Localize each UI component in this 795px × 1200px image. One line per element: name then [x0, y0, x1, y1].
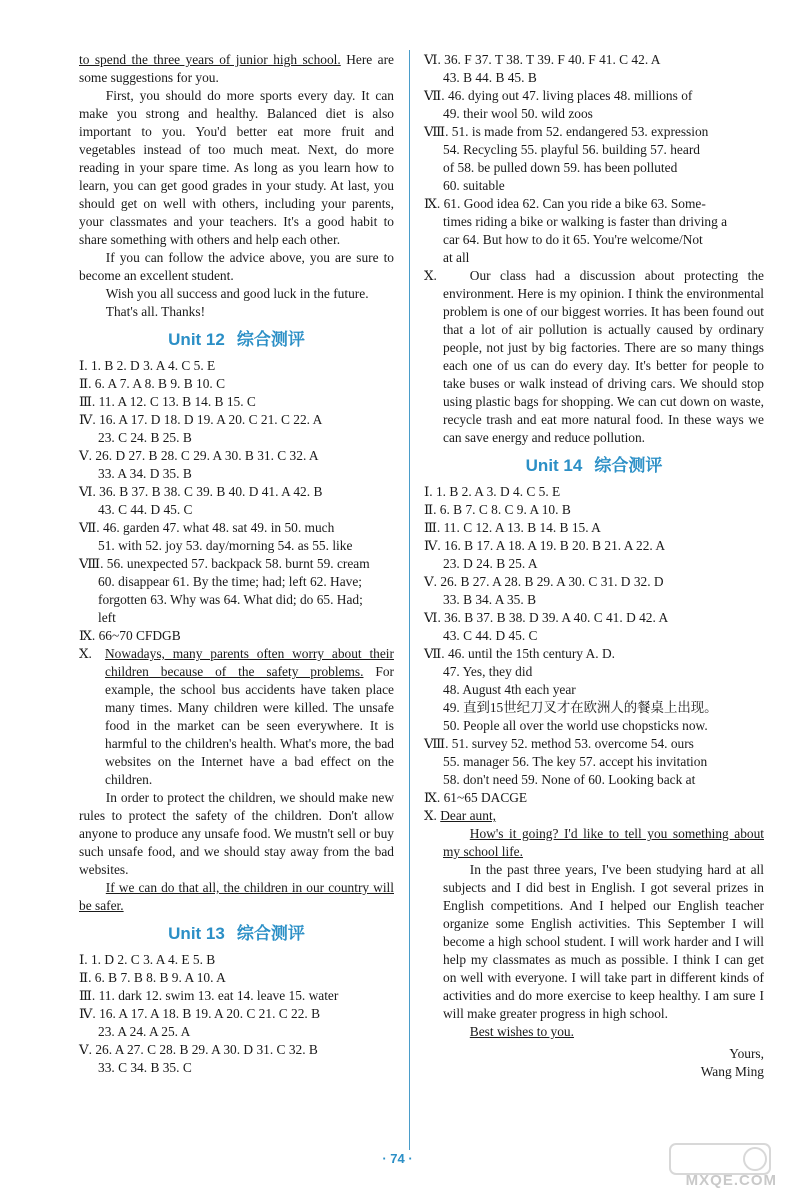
answer-row: Ⅸ. 61~65 DACGE — [424, 790, 528, 805]
answer-row: Ⅶ. 46. garden 47. what 48. sat 49. in 50. much — [79, 520, 335, 535]
answer-row: 23. C 24. B 25. B — [98, 430, 192, 445]
letter-closing: Best wishes to you. — [469, 1024, 574, 1039]
unit14-letter — [424, 807, 764, 1081]
answer-row: Ⅵ. 36. B 37. B 38. D 39. A 40. C 41. D 42. A — [424, 610, 669, 625]
answer-row: 55. manager 56. The key 57. accept his invitation — [443, 754, 708, 769]
answer-row: left — [98, 610, 116, 625]
answer-row: 43. B 44. B 45. B — [443, 70, 537, 85]
answer-row: Ⅷ. 51. is made from 52. endangered 53. expression — [424, 124, 709, 139]
answer-row: Ⅳ. 16. A 17. D 18. D 19. A 20. C 21. C 22. A — [79, 412, 323, 427]
answer-row: Ⅴ. 26. D 27. B 28. C 29. A 30. B 31. C 32. A — [79, 448, 319, 463]
essay-paragraph: Nowadays, many parents often worry about their children because of the safety problems. For example, the school bus accidents have taken place many times. Many children were killed. The unsafe food in the market can be seen everywhere. It is harmful to the children's health. What's more, the bad websites on the Internet have a bad effect on the children. — [105, 646, 394, 787]
closing-line: That's all. Thanks! — [105, 304, 206, 319]
answer-row: Ⅶ. 46. dying out 47. living places 48. millions of — [424, 88, 693, 103]
answer-row: Ⅲ. 11. A 12. C 13. B 14. B 15. C — [79, 394, 256, 409]
answer-row: Ⅷ. 51. survey 52. method 53. overcome 54. ours — [424, 736, 694, 751]
answer-row: Ⅳ. 16. B 17. A 18. A 19. B 20. B 21. A 22. A — [424, 538, 666, 553]
answer-row: forgotten 63. Why was 64. What did; do 65. Had; — [98, 592, 363, 607]
answer-row: 33. C 34. B 35. C — [98, 1060, 192, 1075]
answer-row: Ⅱ. 6. B 7. C 8. C 9. A 10. B — [424, 502, 571, 517]
letter-signoff: Yours, — [729, 1046, 764, 1061]
answer-row: 49. 直到15世纪刀叉才在欧洲人的餐桌上出现。 — [443, 700, 718, 715]
answer-row: 49. their wool 50. wild zoos — [443, 106, 593, 121]
intro-paragraph — [79, 51, 394, 87]
answer-row: Ⅵ. 36. F 37. T 38. T 39. F 40. F 41. C 42. A — [424, 52, 661, 67]
essay-label: Ⅹ. — [424, 808, 437, 823]
page-number: · 74 · — [382, 1151, 413, 1166]
intro-underlined: to spend the three years of junior high school. — [79, 52, 341, 67]
unit12-answers — [79, 357, 394, 645]
answer-row: Ⅶ. 46. until the 15th century A. D. — [424, 646, 615, 661]
unit13-answers-continued — [424, 51, 764, 267]
answer-row: car 64. But how to do it 65. You're welcome/Not — [443, 232, 703, 247]
answer-row: Ⅲ. 11. C 12. A 13. B 14. B 15. A — [424, 520, 601, 535]
answer-row: 60. disappear 61. By the time; had; left 62. Have; — [98, 574, 363, 589]
answer-row: 43. C 44. D 45. C — [443, 628, 538, 643]
letter-body: In the past three years, I've been studying hard at all subjects and I did best in English. I got several prizes in English competitions. And I helped our English teacher organize some English activities. This September I will become a high school student. I will work harder and I will help my classmates as much as possible. I think I can get on well with everyone. I will take part in different kinds of activities and do more exercise to keep healthy. I am sure I will make greater progress in high school. — [443, 862, 764, 1021]
essay-conclusion: If we can do that all, the children in our country will be safer. — [79, 880, 394, 913]
left-column — [79, 51, 394, 1077]
answer-row: 48. August 4th each year — [443, 682, 576, 697]
answer-row: Ⅴ. 26. A 27. C 28. B 29. A 30. D 31. C 32. B — [79, 1042, 318, 1057]
answer-row: Ⅱ. 6. B 7. B 8. B 9. A 10. A — [79, 970, 226, 985]
answer-row: Ⅱ. 6. A 7. A 8. B 9. B 10. C — [79, 376, 226, 391]
letter-greeting-row — [424, 807, 764, 825]
column-divider — [409, 50, 410, 1150]
answer-row: 60. suitable — [443, 178, 505, 193]
intro-rest: Here are some suggestions for you. — [79, 52, 394, 85]
answer-row: Ⅴ. 26. B 27. A 28. B 29. A 30. C 31. D 32. D — [424, 574, 664, 589]
essay-paragraph: In order to protect the children, we should make new rules to protect the safety of the children. Don't allow anyone to produce any unsafe food. We mustn't sell or buy such unsafe food, and we should stay away from the bad websites. — [79, 790, 394, 877]
unit14-heading: Unit 14 综合测评 — [525, 456, 663, 475]
answer-row: Ⅰ. 1. B 2. D 3. A 4. C 5. E — [79, 358, 216, 373]
answer-row: 50. People all over the world use chopsticks now. — [443, 718, 708, 733]
essay-label: Ⅹ. — [79, 646, 92, 661]
answer-row: 33. B 34. A 35. B — [443, 592, 537, 607]
answer-row: 43. C 44. D 45. C — [98, 502, 193, 517]
answer-row: Ⅸ. 61. Good idea 62. Can you ride a bike 63. Some- — [424, 196, 706, 211]
answer-row: 51. with 52. joy 53. day/morning 54. as 55. like — [98, 538, 353, 553]
answer-row: times riding a bike or walking is faster than driving a — [443, 214, 728, 229]
answer-row: 54. Recycling 55. playful 56. building 57. heard — [443, 142, 700, 157]
answer-row: 23. D 24. B 25. A — [443, 556, 538, 571]
unit13-answers — [79, 951, 394, 1077]
advice-follow-paragraph: If you can follow the advice above, you are sure to become an excellent student. — [79, 250, 394, 283]
unit13-heading: Unit 13 综合测评 — [168, 924, 305, 943]
answer-row: 58. don't need 59. None of 60. Looking back at — [443, 772, 696, 787]
answer-row: at all — [443, 250, 470, 265]
watermark-text: MXQE.COM — [685, 1172, 777, 1189]
answer-row: Ⅳ. 16. A 17. A 18. B 19. A 20. C 21. C 22. B — [79, 1006, 321, 1021]
letter-opening: How's it going? I'd like to tell you something about my school life. — [443, 826, 764, 859]
essay-label: Ⅹ. — [424, 268, 437, 283]
answer-row: Ⅸ. 66~70 CFDGB — [79, 628, 181, 643]
answer-row: Ⅰ. 1. D 2. C 3. A 4. E 5. B — [79, 952, 216, 967]
letter-signature: Wang Ming — [700, 1064, 764, 1079]
letter-greeting: Dear aunt, — [440, 808, 497, 823]
answer-row: 23. A 24. A 25. A — [98, 1024, 191, 1039]
right-column — [424, 51, 764, 1081]
unit13-essay — [424, 267, 764, 447]
unit12-essay — [79, 645, 394, 789]
advice-paragraph: First, you should do more sports every day. It can make you strong and healthy. Balanced diet is also important to you. You'd better eat more fruit and vegetables instead of too much meat. Next, do more reading in your spare time. As long as you learn how to learn, you can get good grades in your study. At last, you should get on well with others, including your parents, your classmates and your teachers. It's a good habit to share something with others and help each other. — [79, 88, 394, 247]
unit12-heading: Unit 12 综合测评 — [168, 330, 305, 349]
essay-topic-sentence: Nowadays, many parents often worry about their children because of the safety problems. — [105, 646, 394, 679]
answer-row: Ⅰ. 1. B 2. A 3. D 4. C 5. E — [424, 484, 561, 499]
answer-row: 33. A 34. D 35. B — [98, 466, 192, 481]
unit14-answers — [424, 483, 764, 807]
answer-row: Ⅵ. 36. B 37. B 38. C 39. B 40. D 41. A 42. B — [79, 484, 323, 499]
answer-row: Ⅲ. 11. dark 12. swim 13. eat 14. leave 15. water — [79, 988, 339, 1003]
answer-row: of 58. be pulled down 59. has been polluted — [443, 160, 678, 175]
wish-paragraph: Wish you all success and good luck in the future. — [105, 286, 369, 301]
essay-paragraph: Our class had a discussion about protecting the environment. Here is my opinion. I think the environmental problem is one of our biggest worries. It has been found out that a lot of air pollution is actually caused by ordinary people, not just by big factories. There are so many things each one of us can do every day. It's better for people to take buses or walk instead of driving cars. We should stop using plastic bags for shopping. We can cut down on waste, recycle trash and eat more natural food. In these ways we can save energy and reduce pollution. — [443, 268, 764, 445]
answer-row: Ⅷ. 56. unexpected 57. backpack 58. burnt 59. cream — [79, 556, 370, 571]
answer-row: 47. Yes, they did — [443, 664, 533, 679]
